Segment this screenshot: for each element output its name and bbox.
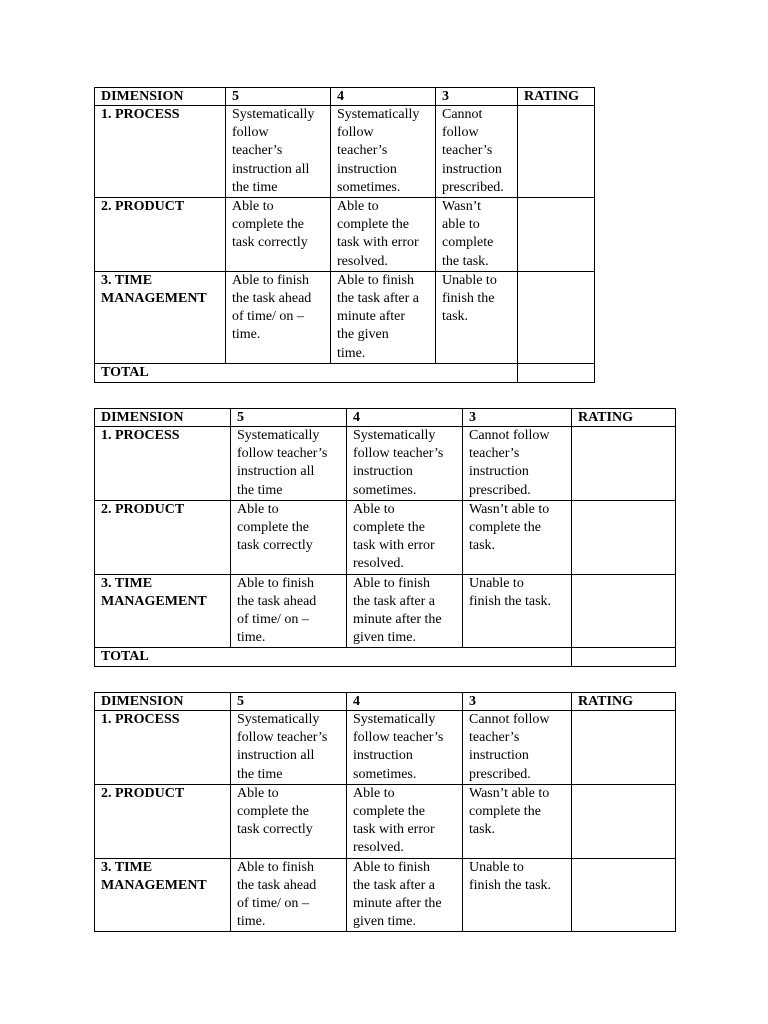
cell-line: Able to finish: [337, 272, 414, 288]
cell-line: instruction all: [237, 464, 315, 480]
cell-line: the time: [237, 766, 283, 782]
cell-line: Cannot: [442, 107, 483, 122]
cell-line: finish the task.: [469, 593, 552, 609]
cell-line: Able to: [337, 199, 379, 215]
cell-line: teacher’s: [442, 143, 493, 159]
cell-line: task.: [469, 538, 496, 554]
cell-line: Unable to: [442, 272, 497, 288]
table-row-time-management: [95, 574, 676, 648]
dimension-label: 3. TIME: [101, 575, 153, 591]
score-4-cell: [331, 106, 436, 198]
cell-line: Systematically: [337, 107, 420, 122]
cell-line: follow teacher’s: [353, 730, 444, 746]
dimension-cell: [95, 427, 231, 501]
header-row: [95, 409, 676, 427]
dimension-cell: [95, 784, 231, 858]
cell-line: teacher’s: [232, 143, 283, 159]
cell-line: the time: [237, 482, 283, 498]
dimension-label: MANAGEMENT: [101, 877, 207, 893]
table-row-product: [95, 198, 595, 272]
cell-line: Able to: [237, 785, 279, 801]
cell-line: instruction all: [232, 161, 310, 177]
table-row-total: [95, 363, 595, 382]
score-5-cell: [231, 574, 347, 648]
rating-cell[interactable]: [572, 711, 676, 785]
rating-cell[interactable]: [518, 106, 595, 198]
cell-line: Wasn’t: [442, 199, 482, 215]
rating-cell[interactable]: [518, 271, 595, 363]
cell-line: time.: [232, 327, 261, 343]
cell-line: follow: [442, 125, 479, 141]
table-row-product: [95, 500, 676, 574]
score-3-cell: [436, 198, 518, 272]
cell-line: finish the: [442, 291, 495, 307]
dimension-cell: [95, 271, 226, 363]
cell-line: the given: [337, 327, 389, 343]
cell-line: sometimes.: [337, 179, 401, 195]
cell-line: the task ahead: [232, 291, 312, 307]
cell-line: instruction: [353, 464, 413, 480]
header-score-5: 5: [231, 693, 347, 711]
cell-line: the task after a: [353, 877, 436, 893]
score-3-cell: [436, 271, 518, 363]
rating-cell[interactable]: [572, 427, 676, 501]
score-5-cell: [226, 106, 331, 198]
cell-line: minute after the: [353, 896, 442, 912]
header-score-4: 4: [347, 693, 463, 711]
header-score-5: 5: [226, 88, 331, 106]
cell-line: instruction: [442, 161, 502, 177]
cell-line: Able to finish: [353, 575, 430, 591]
score-3-cell: [463, 858, 572, 932]
score-5-cell: [231, 784, 347, 858]
header-score-4: 4: [331, 88, 436, 106]
cell-line: the task after a: [337, 291, 420, 307]
cell-line: complete the: [353, 520, 425, 536]
dimension-label: 3. TIME: [101, 859, 153, 875]
cell-line: instruction: [337, 161, 397, 177]
cell-line: task with error: [353, 538, 435, 554]
total-label: TOTAL: [95, 363, 518, 382]
cell-line: instruction: [469, 464, 529, 480]
cell-line: teacher’s: [337, 143, 388, 159]
rating-cell[interactable]: [572, 574, 676, 648]
cell-line: resolved.: [337, 253, 388, 269]
score-5-cell: [231, 427, 347, 501]
cell-line: Systematically: [353, 712, 436, 727]
cell-line: Cannot follow: [469, 712, 550, 727]
cell-line: complete the: [237, 804, 309, 820]
header-score-5: 5: [231, 409, 347, 427]
cell-line: the task ahead: [237, 877, 317, 893]
cell-line: follow teacher’s: [353, 446, 444, 462]
dimension-cell: [95, 574, 231, 648]
cell-line: instruction: [469, 748, 529, 764]
score-5-cell: [226, 198, 331, 272]
dimension-label: 2. PRODUCT: [101, 199, 185, 215]
cell-line: resolved.: [353, 556, 404, 572]
cell-line: Systematically: [237, 428, 320, 443]
cell-line: Wasn’t able to: [469, 785, 550, 801]
cell-line: complete the: [232, 217, 304, 233]
dimension-label: 2. PRODUCT: [101, 501, 185, 517]
dimension-cell: [95, 711, 231, 785]
score-5-cell: [231, 858, 347, 932]
cell-line: the task ahead: [237, 593, 317, 609]
score-3-cell: [463, 427, 572, 501]
header-dimension: DIMENSION: [95, 409, 231, 427]
cell-line: task correctly: [237, 822, 313, 838]
score-4-cell: [347, 574, 463, 648]
rubric-table-2: [94, 408, 676, 667]
cell-line: task.: [442, 309, 469, 325]
cell-line: task correctly: [232, 235, 308, 251]
cell-line: of time/ on –: [232, 309, 304, 325]
header-score-3: 3: [463, 409, 572, 427]
table-row-time-management: [95, 271, 595, 363]
header-row: [95, 693, 676, 711]
cell-line: complete the: [353, 804, 425, 820]
cell-line: minute after: [337, 309, 406, 325]
dimension-label: 1. PROCESS: [101, 428, 180, 443]
dimension-cell: [95, 858, 231, 932]
cell-line: time.: [237, 630, 266, 646]
cell-line: complete the: [237, 520, 309, 536]
header-rating: RATING: [572, 409, 676, 427]
cell-line: Able to: [353, 785, 395, 801]
header-row: [95, 88, 595, 106]
cell-line: Able to: [232, 199, 274, 215]
header-rating: RATING: [518, 88, 595, 106]
cell-line: instruction: [353, 748, 413, 764]
cell-line: the task after a: [353, 593, 436, 609]
score-4-cell: [347, 500, 463, 574]
cell-line: teacher’s: [469, 446, 520, 462]
score-3-cell: [463, 784, 572, 858]
rating-cell[interactable]: [572, 500, 676, 574]
cell-line: complete the: [469, 804, 541, 820]
cell-line: complete the: [337, 217, 409, 233]
cell-line: instruction all: [237, 748, 315, 764]
cell-line: given time.: [353, 630, 416, 646]
cell-line: Able to finish: [353, 859, 430, 875]
cell-line: Unable to: [469, 575, 524, 591]
cell-line: the task.: [442, 253, 489, 269]
cell-line: Wasn’t able to: [469, 501, 550, 517]
rubric-table-1: [94, 87, 595, 383]
cell-line: prescribed.: [442, 179, 504, 195]
total-label: TOTAL: [95, 648, 572, 667]
cell-line: minute after the: [353, 612, 442, 628]
cell-line: Able to: [237, 501, 279, 517]
cell-line: Cannot follow: [469, 428, 550, 443]
rating-cell[interactable]: [518, 198, 595, 272]
score-4-cell: [347, 427, 463, 501]
cell-line: follow: [337, 125, 374, 141]
cell-line: resolved.: [353, 840, 404, 856]
cell-line: Systematically: [237, 712, 320, 727]
cell-line: follow teacher’s: [237, 730, 328, 746]
cell-line: complete: [442, 235, 494, 251]
dimension-label: 2. PRODUCT: [101, 785, 185, 801]
total-rating-cell[interactable]: [572, 648, 676, 667]
cell-line: time.: [337, 345, 366, 361]
cell-line: of time/ on –: [237, 612, 309, 628]
cell-line: task with error: [353, 822, 435, 838]
score-5-cell: [231, 711, 347, 785]
cell-line: Unable to: [469, 859, 524, 875]
table-row-process: [95, 106, 595, 198]
header-score-3: 3: [463, 693, 572, 711]
score-4-cell: [347, 858, 463, 932]
header-rating: RATING: [572, 693, 676, 711]
cell-line: Systematically: [353, 428, 436, 443]
cell-line: follow: [232, 125, 269, 141]
total-rating-cell[interactable]: [518, 363, 595, 382]
cell-line: task.: [469, 822, 496, 838]
score-3-cell: [463, 500, 572, 574]
rubric-table-3: [94, 692, 676, 932]
header-score-3: 3: [436, 88, 518, 106]
header-score-4: 4: [347, 409, 463, 427]
table-row-time-management: [95, 858, 676, 932]
cell-line: complete the: [469, 520, 541, 536]
dimension-label: MANAGEMENT: [101, 593, 207, 609]
score-5-cell: [226, 271, 331, 363]
cell-line: the time: [232, 179, 278, 195]
cell-line: Able to finish: [237, 575, 314, 591]
cell-line: task with error: [337, 235, 419, 251]
cell-line: task correctly: [237, 538, 313, 554]
dimension-cell: [95, 198, 226, 272]
cell-line: prescribed.: [469, 766, 531, 782]
cell-line: sometimes.: [353, 766, 417, 782]
score-5-cell: [231, 500, 347, 574]
dimension-cell: [95, 106, 226, 198]
cell-line: time.: [237, 914, 266, 930]
header-dimension: DIMENSION: [95, 88, 226, 106]
rating-cell[interactable]: [572, 784, 676, 858]
score-4-cell: [331, 198, 436, 272]
dimension-cell: [95, 500, 231, 574]
table-row-total: [95, 648, 676, 667]
cell-line: Systematically: [232, 107, 315, 122]
dimension-label: 1. PROCESS: [101, 107, 180, 122]
cell-line: sometimes.: [353, 482, 417, 498]
cell-line: given time.: [353, 914, 416, 930]
table-row-process: [95, 711, 676, 785]
dimension-label: 3. TIME: [101, 272, 153, 288]
dimension-label: 1. PROCESS: [101, 712, 180, 727]
header-dimension: DIMENSION: [95, 693, 231, 711]
cell-line: finish the task.: [469, 877, 552, 893]
cell-line: Able to finish: [237, 859, 314, 875]
score-4-cell: [347, 784, 463, 858]
cell-line: Able to: [353, 501, 395, 517]
table-row-process: [95, 427, 676, 501]
cell-line: prescribed.: [469, 482, 531, 498]
cell-line: follow teacher’s: [237, 446, 328, 462]
dimension-label: MANAGEMENT: [101, 291, 207, 307]
score-3-cell: [436, 106, 518, 198]
cell-line: teacher’s: [469, 730, 520, 746]
rating-cell[interactable]: [572, 858, 676, 932]
score-3-cell: [463, 574, 572, 648]
cell-line: of time/ on –: [237, 896, 309, 912]
table-row-product: [95, 784, 676, 858]
cell-line: able to: [442, 217, 480, 233]
score-3-cell: [463, 711, 572, 785]
cell-line: Able to finish: [232, 272, 309, 288]
score-4-cell: [331, 271, 436, 363]
score-4-cell: [347, 711, 463, 785]
